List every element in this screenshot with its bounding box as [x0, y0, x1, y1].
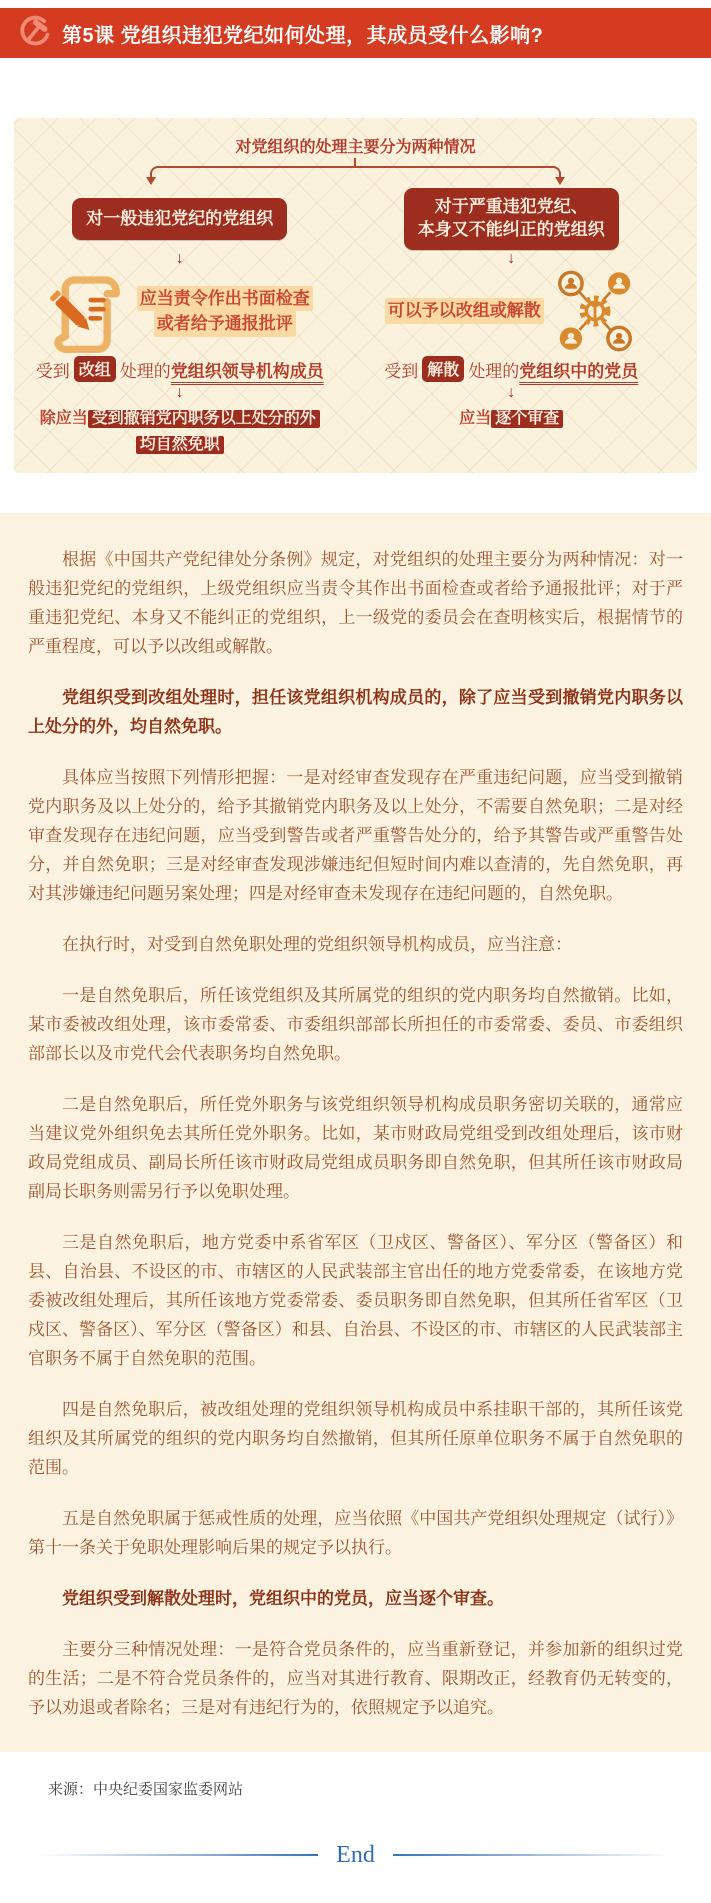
paragraph: 四是自然免职后，被改组处理的党组织领导机构成员中系挂职干部的，其所任该党组织及其所属党的组织的党内职务均自然撤销，但其所任原单位职务不属于自然免职的范围。 — [28, 1400, 683, 1478]
end-label: End — [336, 1842, 375, 1869]
paragraph: 一是自然免职后，所任该党组织及其所属党的组织的党内职务均自然撤销。比如，某市委被改组处理，该市委常委、市委组织部部长所担任的市委常委、委员、市委组织部部长以及市党代会代表职务均自然免职。 — [28, 986, 683, 1064]
infographic-columns — [24, 188, 687, 457]
action-text-left — [137, 286, 313, 337]
down-arrow-icon: ↓ — [507, 250, 516, 267]
action-left-line1: 应当责令作出书面检查 — [137, 286, 313, 312]
result-left-line2: 均自然免职 — [136, 436, 224, 454]
connector-arrowhead-left — [146, 177, 156, 190]
result-right — [459, 406, 563, 432]
end-line-left — [40, 1854, 318, 1856]
end-line-right — [393, 1854, 671, 1856]
column-serious-violation — [336, 188, 687, 457]
subject-right-prefix: 受到 — [384, 361, 419, 381]
down-arrow-icon: ↓ — [175, 250, 184, 267]
split-connector — [150, 158, 561, 184]
connector-arrowhead-right — [555, 177, 565, 190]
action-text-right — [385, 298, 544, 324]
paragraph: 在执行时，对受到自然免职处理的党组织领导机构成员，应当注意： — [62, 935, 572, 955]
paragraph: 二是自然免职后，所任党外职务与该党组织领导机构成员职务密切关联的，通常应当建议党外组织免去其所任党外职务。比如，某市财政局党组受到改组处理后，该市财政局党组成员、副局长所任该市财政局党组成员职务即自然免职，但其所任该市财政局副局长职务则需另行予以免职处理。 — [28, 1095, 683, 1202]
header-bar — [0, 8, 711, 58]
case-box-serious-line1: 对于严重违犯党纪、 — [434, 197, 588, 217]
paragraph: 具体应当按照下列情形把握：一是对经审查发现存在严重违纪问题，应当受到撤销党内职务及以上处分的，给予其撤销党内职务及以上处分，不需要自然免职；二是对经审查发现存在违纪问题，应当受到警告或者严重警告处分的，给予其警告或严重警告处分，并自然免职；三是对经审查发现涉嫌违纪但短时间内难以查清的，先自然免职，再对其涉嫌违纪问题另案处理；四是对经审查未发现存在违纪问题的，自然免职。 — [28, 768, 683, 904]
down-arrow-icon: ↓ — [507, 384, 516, 401]
case-box-general — [72, 198, 287, 240]
reorganize-tag: 改组 — [74, 356, 116, 382]
connector-bar — [150, 166, 561, 182]
members-gear-icon — [552, 259, 638, 363]
result-left-prefix: 除应当 — [39, 410, 88, 427]
result-left-line1: 受到撤销党内职务以上处分的外 — [88, 410, 320, 428]
action-row-right — [336, 268, 687, 354]
action-row-left — [24, 268, 336, 354]
result-right-prefix: 应当 — [459, 410, 492, 427]
subject-left-prefix: 受到 — [35, 361, 70, 381]
paragraph-bold: 党组织受到解散处理时，党组织中的党员，应当逐个审查。 — [62, 1589, 504, 1609]
infographic-card — [14, 118, 697, 473]
subject-left-mid: 处理的 — [119, 361, 171, 381]
source-line: 来源：中央纪委国家监委网站 — [48, 1781, 244, 1799]
dissolve-tag: 解散 — [422, 356, 464, 382]
column-general-violation — [24, 188, 336, 457]
subject-line-left — [36, 354, 324, 384]
page-title: 第5课 党组织违犯党纪如何处理，其成员受什么影响? — [62, 24, 544, 47]
page — [0, 8, 711, 1867]
party-emblem-icon — [16, 15, 52, 51]
paragraph: 主要分三种情况处理：一是符合党员条件的，应当重新登记，并参加新的组织过党的生活；二是不符合党员条件的，应当对其进行教育、限期改正，经教育仍无转变的，予以劝退或者除名；三是对有违纪行为的，依照规定予以追究。 — [28, 1640, 683, 1718]
action-right-line1: 可以予以改组或解散 — [385, 298, 544, 324]
subject-left-target: 党组织领导机构成员 — [170, 361, 324, 381]
end-divider — [40, 1843, 671, 1867]
action-left-line2: 或者给予通报批评 — [154, 311, 296, 337]
article-body — [0, 513, 711, 1752]
paragraph: 五是自然免职属于惩戒性质的处理，应当依照《中国共产党组织处理规定（试行）》第十一条关于免职处理影响后果的规定予以执行。 — [28, 1509, 683, 1558]
infographic-top-label: 对党组织的处理主要分为两种情况 — [235, 139, 476, 156]
down-arrow-icon: ↓ — [175, 384, 184, 401]
subject-right-mid: 处理的 — [468, 361, 520, 381]
result-right-line1: 逐个审查 — [491, 410, 563, 428]
result-left — [40, 406, 320, 457]
case-box-slot — [72, 188, 287, 250]
paragraph-bold: 党组织受到改组处理时，担任该党组织机构成员的，除了应当受到撤销党内职务以上处分的外，均自然免职。 — [28, 688, 683, 737]
subject-line-right — [384, 354, 638, 384]
subject-right-target: 党组织中的党员 — [519, 361, 639, 381]
case-box-serious — [404, 188, 619, 250]
paragraph: 三是自然免职后，地方党委中系省军区（卫戍区、警备区）、军分区（警备区）和县、自治县、不设区的市、市辖区的人民武装部主官出任的地方党委常委，在该地方党委被改组处理后，其所任该地方党委常委、委员职务即自然免职，但其所任省军区（卫戍区、警备区）、军分区（警备区）和县、自治县、不设区的市、市辖区的人民武装部主官职务不属于自然免职的范围。 — [28, 1233, 683, 1369]
case-box-slot — [404, 188, 619, 250]
pen-scroll-icon — [47, 265, 129, 357]
case-box-general-text: 对一般违犯党纪的党组织 — [86, 208, 274, 228]
paragraph: 根据《中国共产党纪律处分条例》规定，对党组织的处理主要分为两种情况：对一般违犯党纪的党组织，上级党组织应当责令其作出书面检查或者给予通报批评；对于严重违犯党纪、本身又不能纠正的党组织，上一级党的委员会在查明核实后，根据情节的严重程度，可以予以改组或解散。 — [28, 550, 683, 657]
case-box-serious-line2: 本身又不能纠正的党组织 — [417, 220, 605, 239]
